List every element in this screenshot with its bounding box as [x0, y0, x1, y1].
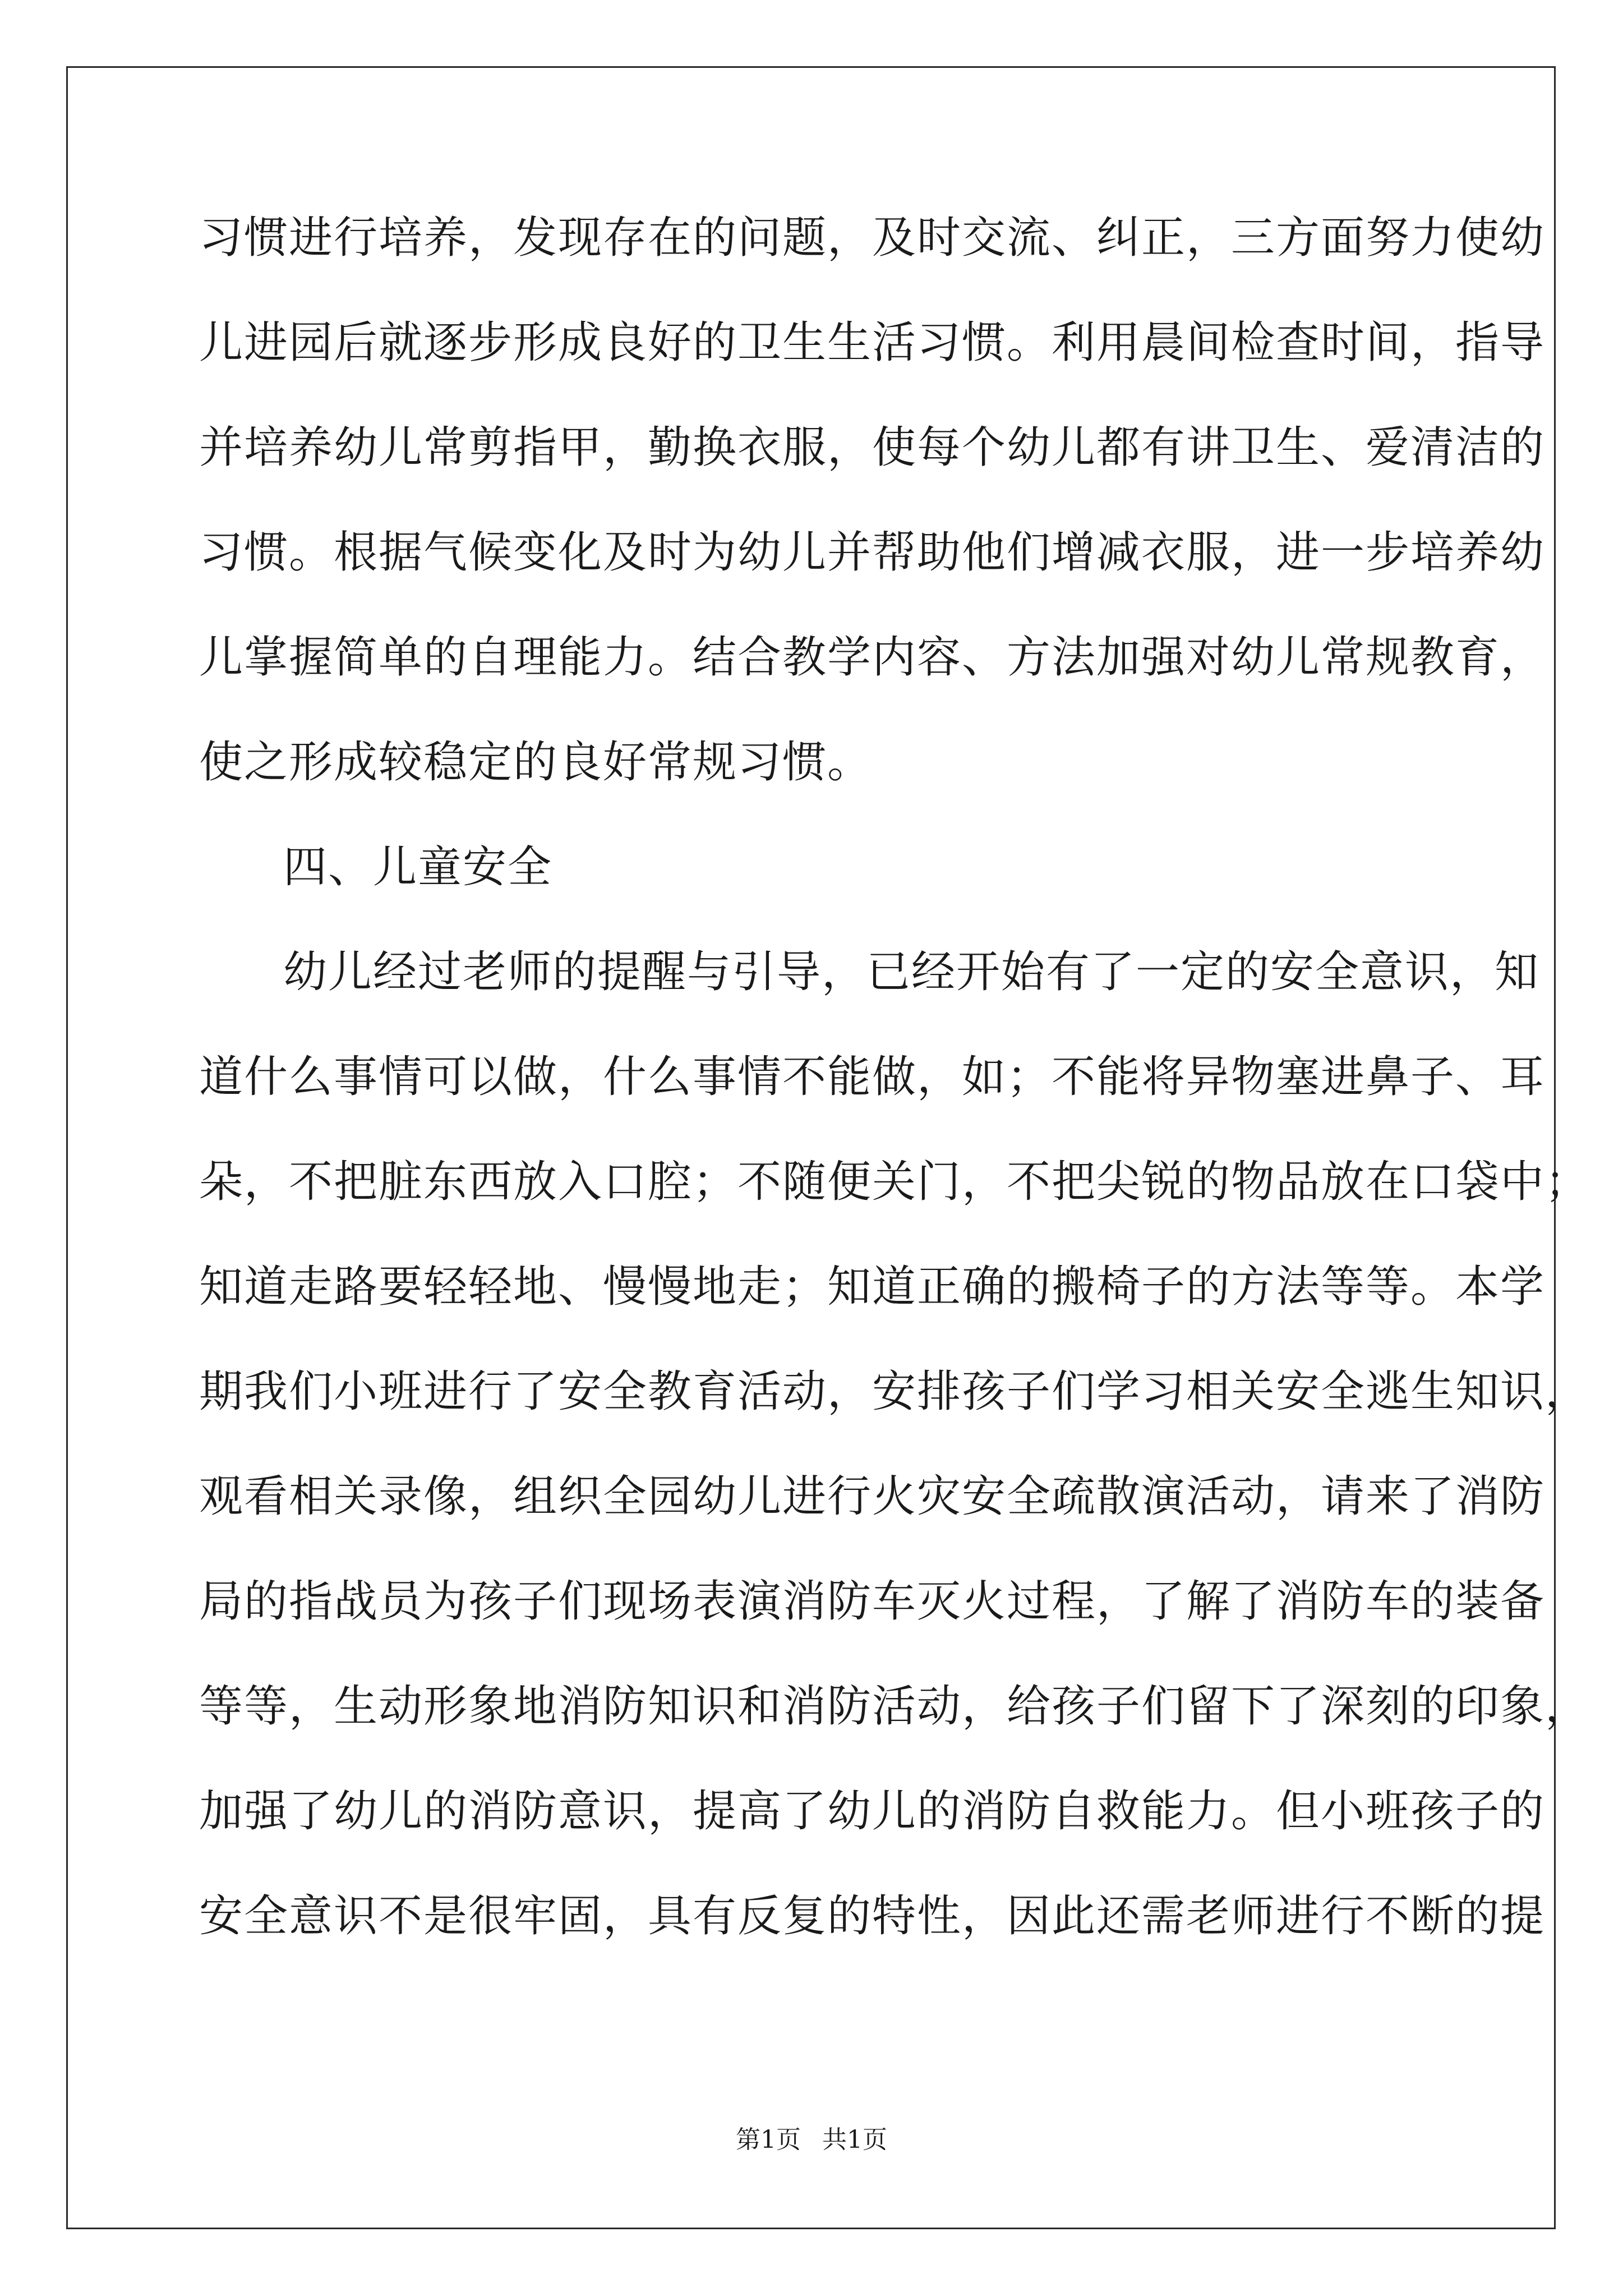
- text-line: 习惯。根据气候变化及时为幼儿并帮助他们增减衣服，进一步培养幼: [199, 527, 1546, 578]
- text-line: 安全意识不是很牢固，具有反复的特性，因此还需老师进行不断的提: [199, 1891, 1546, 1941]
- page-total: 共1页: [822, 2125, 887, 2154]
- text-line: 儿掌握简单的自理能力。结合教学内容、方法加强对幼儿常规教育，: [199, 632, 1546, 683]
- text-line: 幼儿经过老师的提醒与引导，已经开始有了一定的安全意识，知: [283, 947, 1540, 997]
- text-line: 等等，生动形象地消防知识和消防活动，给孩子们留下了深刻的印象，: [199, 1681, 1590, 1732]
- text-line: 局的指战员为孩子们现场表演消防车灭火过程，了解了消防车的装备: [199, 1576, 1546, 1627]
- text-line: 观看相关录像，组织全园幼儿进行火灾安全疏散演活动，请来了消防: [199, 1471, 1546, 1522]
- section-heading: 四、儿童安全: [283, 842, 553, 892]
- text-line: 加强了幼儿的消防意识，提高了幼儿的消防自救能力。但小班孩子的: [199, 1786, 1546, 1837]
- text-line: 知道走路要轻轻地、慢慢地走；知道正确的搬椅子的方法等等。本学: [199, 1262, 1546, 1312]
- text-line: 并培养幼儿常剪指甲，勤换衣服，使每个幼儿都有讲卫生、爱清洁的: [199, 422, 1546, 473]
- text-line: 习惯进行培养，发现存在的问题，及时交流、纠正，三方面努力使幼: [199, 213, 1546, 263]
- text-line: 使之形成较稳定的良好常规习惯。: [199, 737, 873, 788]
- text-line: 期我们小班进行了安全教育活动，安排孩子们学习相关安全逃生知识，: [199, 1366, 1590, 1417]
- page-footer: [0, 2126, 1623, 2154]
- text-line: 道什么事情可以做，什么事情不能做，如；不能将异物塞进鼻子、耳: [199, 1052, 1546, 1102]
- page-number: 第1页: [736, 2125, 801, 2154]
- text-line: 朵，不把脏东西放入口腔；不随便关门，不把尖锐的物品放在口袋中；: [199, 1157, 1590, 1207]
- text-line: 儿进园后就逐步形成良好的卫生生活习惯。利用晨间检查时间，指导: [199, 318, 1546, 368]
